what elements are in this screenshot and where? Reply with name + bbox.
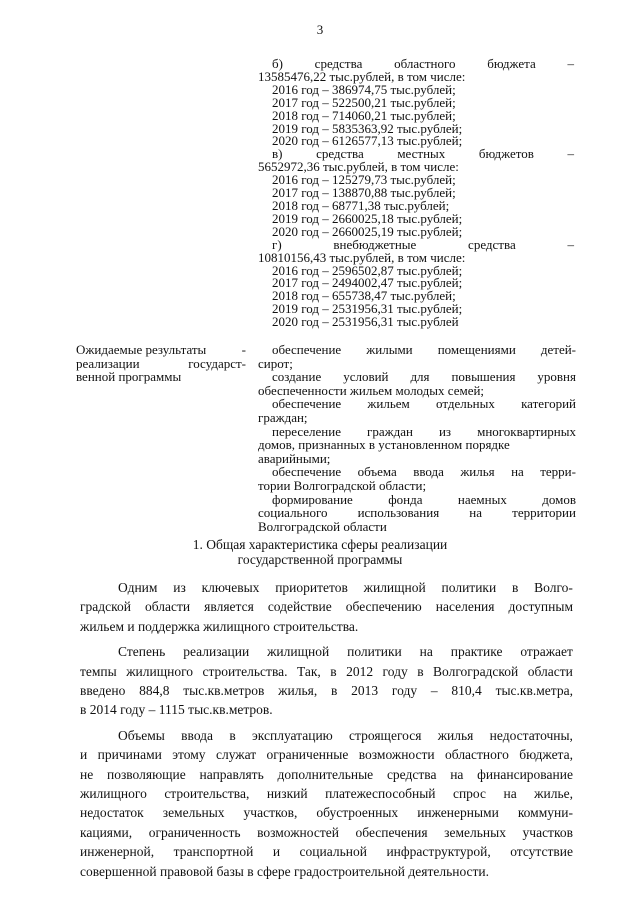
funding-year-line: 2020 год – 2660025,19 тыс.рублей; [272, 223, 463, 239]
results-label-line-word: - [241, 342, 246, 357]
funding-year-line: 2020 год – 2531956,31 тыс.рублей [272, 314, 459, 330]
funding-year-line: 2019 год – 5835363,92 тыс.рублей; [272, 120, 463, 136]
funding-year-line: 2019 год – 2660025,18 тыс.рублей; [272, 210, 463, 226]
results-label-line-word: реализации [76, 355, 140, 371]
result-item-first-line-word: жильем [367, 396, 410, 412]
funding-regional-heading-word: – [567, 56, 574, 71]
result-item-first-line-word: детей- [540, 342, 576, 357]
paragraph-line-word: этому [172, 747, 206, 763]
paragraph-line-word: социальной [299, 844, 367, 860]
paragraph-line-word: не [80, 766, 94, 782]
paragraph-line-word: – [430, 683, 438, 699]
paragraph-line-word: низкий [266, 786, 308, 802]
funding-local-heading-word: средства [316, 146, 364, 162]
paragraph-first-line-word: жилья [437, 727, 474, 743]
paragraph-line [80, 784, 573, 803]
expected-results-label [76, 343, 246, 384]
paragraph-first-line-word: Одним [118, 580, 158, 595]
section-heading-line-2: государственной программы [237, 551, 403, 567]
results-label-line [76, 343, 246, 357]
paragraph-line-word: направлять [199, 766, 264, 782]
paragraph-line [80, 823, 573, 842]
result-item-first-line-word: объема [357, 464, 397, 480]
result-item-first-line [258, 397, 576, 411]
page-number: 3 [316, 22, 324, 37]
result-item-first-line [258, 343, 576, 357]
result-item-first-line-word: многоквартирных [477, 423, 576, 439]
funding-regional-heading-word: средства [314, 56, 363, 71]
paragraph-line-word: тыс.кв.метра, [495, 683, 573, 699]
result-item-line: домов, признанных в установленном порядке [258, 437, 510, 453]
body-text [80, 578, 573, 881]
result-item-first-line-word: домов [542, 491, 576, 507]
paragraph-line-word: земельных [444, 824, 506, 840]
funding-regional-heading-word: областного [394, 56, 456, 71]
paragraph-line-word: участков, [243, 805, 298, 821]
paragraph-line-word: в [330, 663, 337, 679]
paragraph-line-word: инфраструктурой, [386, 844, 491, 860]
funding-year-line: 2016 год – 2596502,87 тыс.рублей; [272, 262, 463, 278]
result-item-first-line-word: обеспечение [272, 342, 342, 357]
paragraph-line-word: 2013 [351, 683, 379, 699]
paragraph-line-word: 2012 [346, 663, 374, 679]
result-item-first-line-word: уровня [537, 369, 576, 385]
funding-year-line: 2018 год – 68771,38 тыс.рублей; [272, 197, 450, 213]
result-item-line-word: социального [258, 505, 328, 521]
paragraph-line-word: дополнительные [277, 766, 374, 782]
result-item-first-line-word: категорий [521, 396, 576, 412]
paragraph-line-word: жилищного [126, 663, 194, 679]
result-item-line-word: на [469, 505, 483, 521]
paragraph-line-word: введено [80, 683, 126, 699]
paragraph-line-word: жилья, [278, 683, 318, 699]
paragraph-line-word: причинами [97, 747, 162, 763]
funding-extrabudgetary-heading-word: средства [468, 236, 516, 252]
paragraph-line [80, 803, 573, 822]
paragraph-first-line-word: в [511, 580, 519, 595]
paragraph-first-line-word: на [419, 644, 433, 660]
expected-results-list [258, 343, 576, 533]
paragraph-line-word: 810,4 [451, 683, 482, 699]
result-item-first-line-word: отдельных [436, 396, 495, 412]
funding-local-heading-word: бюджетов [478, 146, 534, 162]
paragraph-line-word: областного [445, 747, 509, 763]
result-item-first-line-word: жилыми [366, 342, 413, 357]
paragraph-line-word: обеспечению [345, 599, 422, 615]
paragraph-first-line-word: Волго- [534, 580, 573, 595]
paragraph-first-line-word: практике [450, 644, 503, 660]
result-item-line: граждан; [258, 409, 308, 425]
paragraph-line-word: обустроенных [316, 805, 399, 821]
paragraph-line-word: позволяющие [106, 766, 186, 782]
paragraph-line-word: темпы [80, 663, 117, 679]
result-item-first-line-word: формирование [272, 491, 353, 507]
funding-local-heading-word: местных [397, 146, 446, 162]
section-heading [150, 538, 490, 567]
paragraph-line-word: обеспечения [355, 824, 428, 840]
funding-extrabudgetary-heading-word: – [567, 236, 574, 252]
paragraph-first-line [80, 642, 573, 661]
paragraph-line-word: инженерными [417, 805, 499, 821]
paragraph-line-word: населения [435, 599, 495, 615]
result-item-first-line-word: жилья [460, 464, 495, 480]
paragraph-line-word: возможности [358, 747, 435, 763]
result-item-line-word: использования [357, 505, 440, 521]
paragraph-line-word: 884,8 [139, 683, 170, 699]
result-item-line: обеспеченности жильем молодых семей; [258, 382, 485, 398]
paragraph-line-word: содействие [267, 599, 332, 615]
result-item-line: тории Волгоградской области; [258, 477, 427, 493]
paragraph-line-word: ограниченность [148, 824, 241, 840]
result-item-first-line-word: повышения [451, 369, 516, 385]
funding-year-line: 2019 год – 2531956,31 тыс.рублей; [272, 301, 463, 317]
paragraph-first-line-word: политики [347, 644, 402, 660]
paragraph-first-line-word: строящегося [349, 727, 422, 743]
funding-year-line: 2016 год – 125279,73 тыс.рублей; [272, 172, 456, 188]
paragraph-first-line-word: Объемы [118, 727, 165, 743]
paragraph-line-word: Волгоградской [433, 663, 519, 679]
paragraph-line-word: коммуни- [517, 805, 573, 821]
paragraph-last-line: в 2014 году – 1115 тыс.кв.метров. [80, 702, 273, 718]
paragraph-first-line-word: жилищной [267, 644, 330, 660]
paragraph-first-line-word: из [173, 580, 186, 595]
funding-local-heading-word: – [567, 146, 574, 162]
results-label-line-word: Ожидаемые результаты [76, 342, 207, 357]
paragraph-line [80, 597, 573, 616]
result-item-first-line [258, 465, 576, 479]
paragraph-line-word: году [391, 683, 418, 699]
funding-extrabudgetary-total: 10810156,43 тыс.рублей, в том числе: [258, 249, 466, 265]
paragraph-line [80, 842, 573, 861]
paragraph-first-line-word: ключевых [201, 580, 260, 595]
result-item-line: сирот; [258, 355, 293, 371]
paragraph-line-word: жилье, [534, 786, 573, 802]
result-item-line: аварийными; [258, 450, 331, 466]
result-item-first-line-word: обеспечение [272, 396, 342, 412]
result-item-first-line-word: условий [343, 369, 389, 385]
paragraph-line-word: отсутствие [510, 844, 573, 860]
results-label-line [76, 357, 246, 371]
funding-local-heading-word: в) [272, 146, 283, 162]
result-item-first-line-word: граждан [367, 423, 413, 439]
paragraph-line-word: в [417, 663, 424, 679]
paragraph-line-word: спрос [452, 786, 486, 802]
funding-extrabudgetary-heading-word: г) [272, 236, 282, 252]
paragraph-line-word: транспортной [173, 844, 254, 860]
funding-year-line: 2017 год – 138870,88 тыс.рублей; [272, 185, 456, 201]
result-item-first-line [258, 370, 576, 384]
paragraph-line-word: земельных [162, 805, 225, 821]
paragraph-first-line-word: реализации [183, 644, 250, 660]
funding-year-line: 2017 год – 522500,21 тыс.рублей; [272, 94, 456, 110]
result-item-first-line-word: наемных [457, 491, 507, 507]
paragraph-first-line-word: жилищной [363, 580, 426, 595]
paragraph-first-line-word: эксплуатацию [251, 727, 333, 743]
paragraph-first-line-word: ввода [181, 727, 214, 743]
paragraph-line-word: и [80, 747, 88, 763]
result-item-first-line-word: для [410, 369, 430, 385]
paragraph-line-word: инженерной, [80, 844, 155, 860]
result-item-first-line [258, 425, 576, 439]
paragraph-line-word: строительства, [164, 786, 250, 802]
paragraph-line-word: ограниченные [266, 747, 349, 763]
paragraph-line-word: жилищного [80, 786, 147, 802]
paragraph-first-line [80, 726, 573, 745]
paragraph-line [80, 745, 573, 764]
paragraph-line-word: бюджета, [519, 747, 573, 763]
paragraph-first-line-word: политики [441, 580, 497, 595]
paragraph-line-word: платежеспособный [325, 786, 436, 802]
paragraph-first-line-word: приоритетов [275, 580, 348, 595]
result-item-first-line-word: из [438, 423, 452, 439]
paragraph-line [80, 662, 573, 681]
result-item-first-line-word: переселение [272, 423, 341, 439]
section-heading-line-1: 1. Общая характеристика сферы реализации [192, 537, 448, 552]
paragraph-line-word: кациями, [80, 824, 133, 840]
paragraph-line-word: Так, [296, 663, 321, 679]
funding-year-line: 2020 год – 6126577,13 тыс.рублей; [272, 133, 463, 149]
funding-year-line: 2018 год – 714060,21 тыс.рублей; [272, 107, 456, 123]
funding-regional-total: 13585476,22 тыс.рублей, в том числе: [258, 68, 466, 84]
paragraph-first-line-word: отражает [520, 644, 573, 660]
paragraph-first-line-word: Степень [118, 644, 166, 660]
funding-year-line: 2018 год – 655738,47 тыс.рублей; [272, 288, 456, 304]
paragraph-line-word: средства [386, 766, 437, 782]
results-label-line: венной программы [76, 369, 182, 384]
funding-sources [258, 58, 574, 329]
result-item-first-line-word: ввода [413, 464, 444, 480]
result-item-first-line-word: фонда [388, 491, 423, 507]
result-item-line-word: территории [512, 505, 576, 521]
paragraph-line [80, 765, 573, 784]
paragraph-line-word: на [450, 766, 464, 782]
paragraph-line-word: участков [522, 824, 573, 840]
paragraph-line-word: строительства. [202, 663, 288, 679]
paragraph-line-word: возможностей [257, 824, 339, 840]
paragraph-line-word: области [527, 663, 573, 679]
paragraph-line-word: в [330, 683, 338, 699]
result-item-first-line-word: терри- [540, 464, 576, 480]
funding-extrabudgetary-heading-word: внебюджетные [333, 236, 417, 252]
results-label-line-word: государст- [188, 355, 246, 371]
funding-local-total: 5652972,36 тыс.рублей, в том числе: [258, 159, 459, 175]
paragraph-line [80, 681, 573, 700]
result-item-first-line [258, 493, 576, 507]
paragraph-line-word: недостаток [80, 805, 144, 821]
paragraph-line-word: и [272, 844, 281, 860]
funding-year-line: 2016 год – 386974,75 тыс.рублей; [272, 81, 456, 97]
paragraph-line-word: году [382, 663, 408, 679]
result-item-first-line-word: обеспечение [272, 464, 342, 480]
paragraph-line-word: служат [215, 747, 257, 763]
paragraph-line-word: на [503, 786, 517, 802]
paragraph-line-word: является [204, 599, 254, 615]
paragraph-line-word: области [145, 599, 191, 615]
paragraph-first-line [80, 578, 573, 597]
paragraph-line-word: градской [80, 599, 131, 615]
paragraph-first-line-word: в [229, 727, 236, 743]
result-item-line: Волгоградской области [258, 518, 387, 534]
paragraph-line-word: финансирование [477, 766, 573, 782]
paragraph-last-line: совершенной правовой базы в сфере градостроительной деятельности. [80, 863, 490, 879]
funding-regional-heading-word: б) [272, 56, 283, 71]
result-item-first-line-word: помещениями [437, 342, 516, 357]
funding-regional-heading-word: бюджета [487, 56, 536, 71]
result-item-first-line-word: на [511, 464, 524, 480]
paragraph-first-line-word: недостаточны, [489, 727, 573, 743]
funding-year-line: 2017 год – 2494002,47 тыс.рублей; [272, 275, 463, 291]
paragraph-line-word: доступным [508, 599, 573, 615]
paragraph-last-line: жильем и поддержка жилищного строительства. [80, 618, 359, 634]
result-item-first-line-word: создание [272, 369, 322, 385]
result-item-line [258, 506, 576, 520]
paragraph-line-word: тыс.кв.метров [183, 683, 265, 699]
